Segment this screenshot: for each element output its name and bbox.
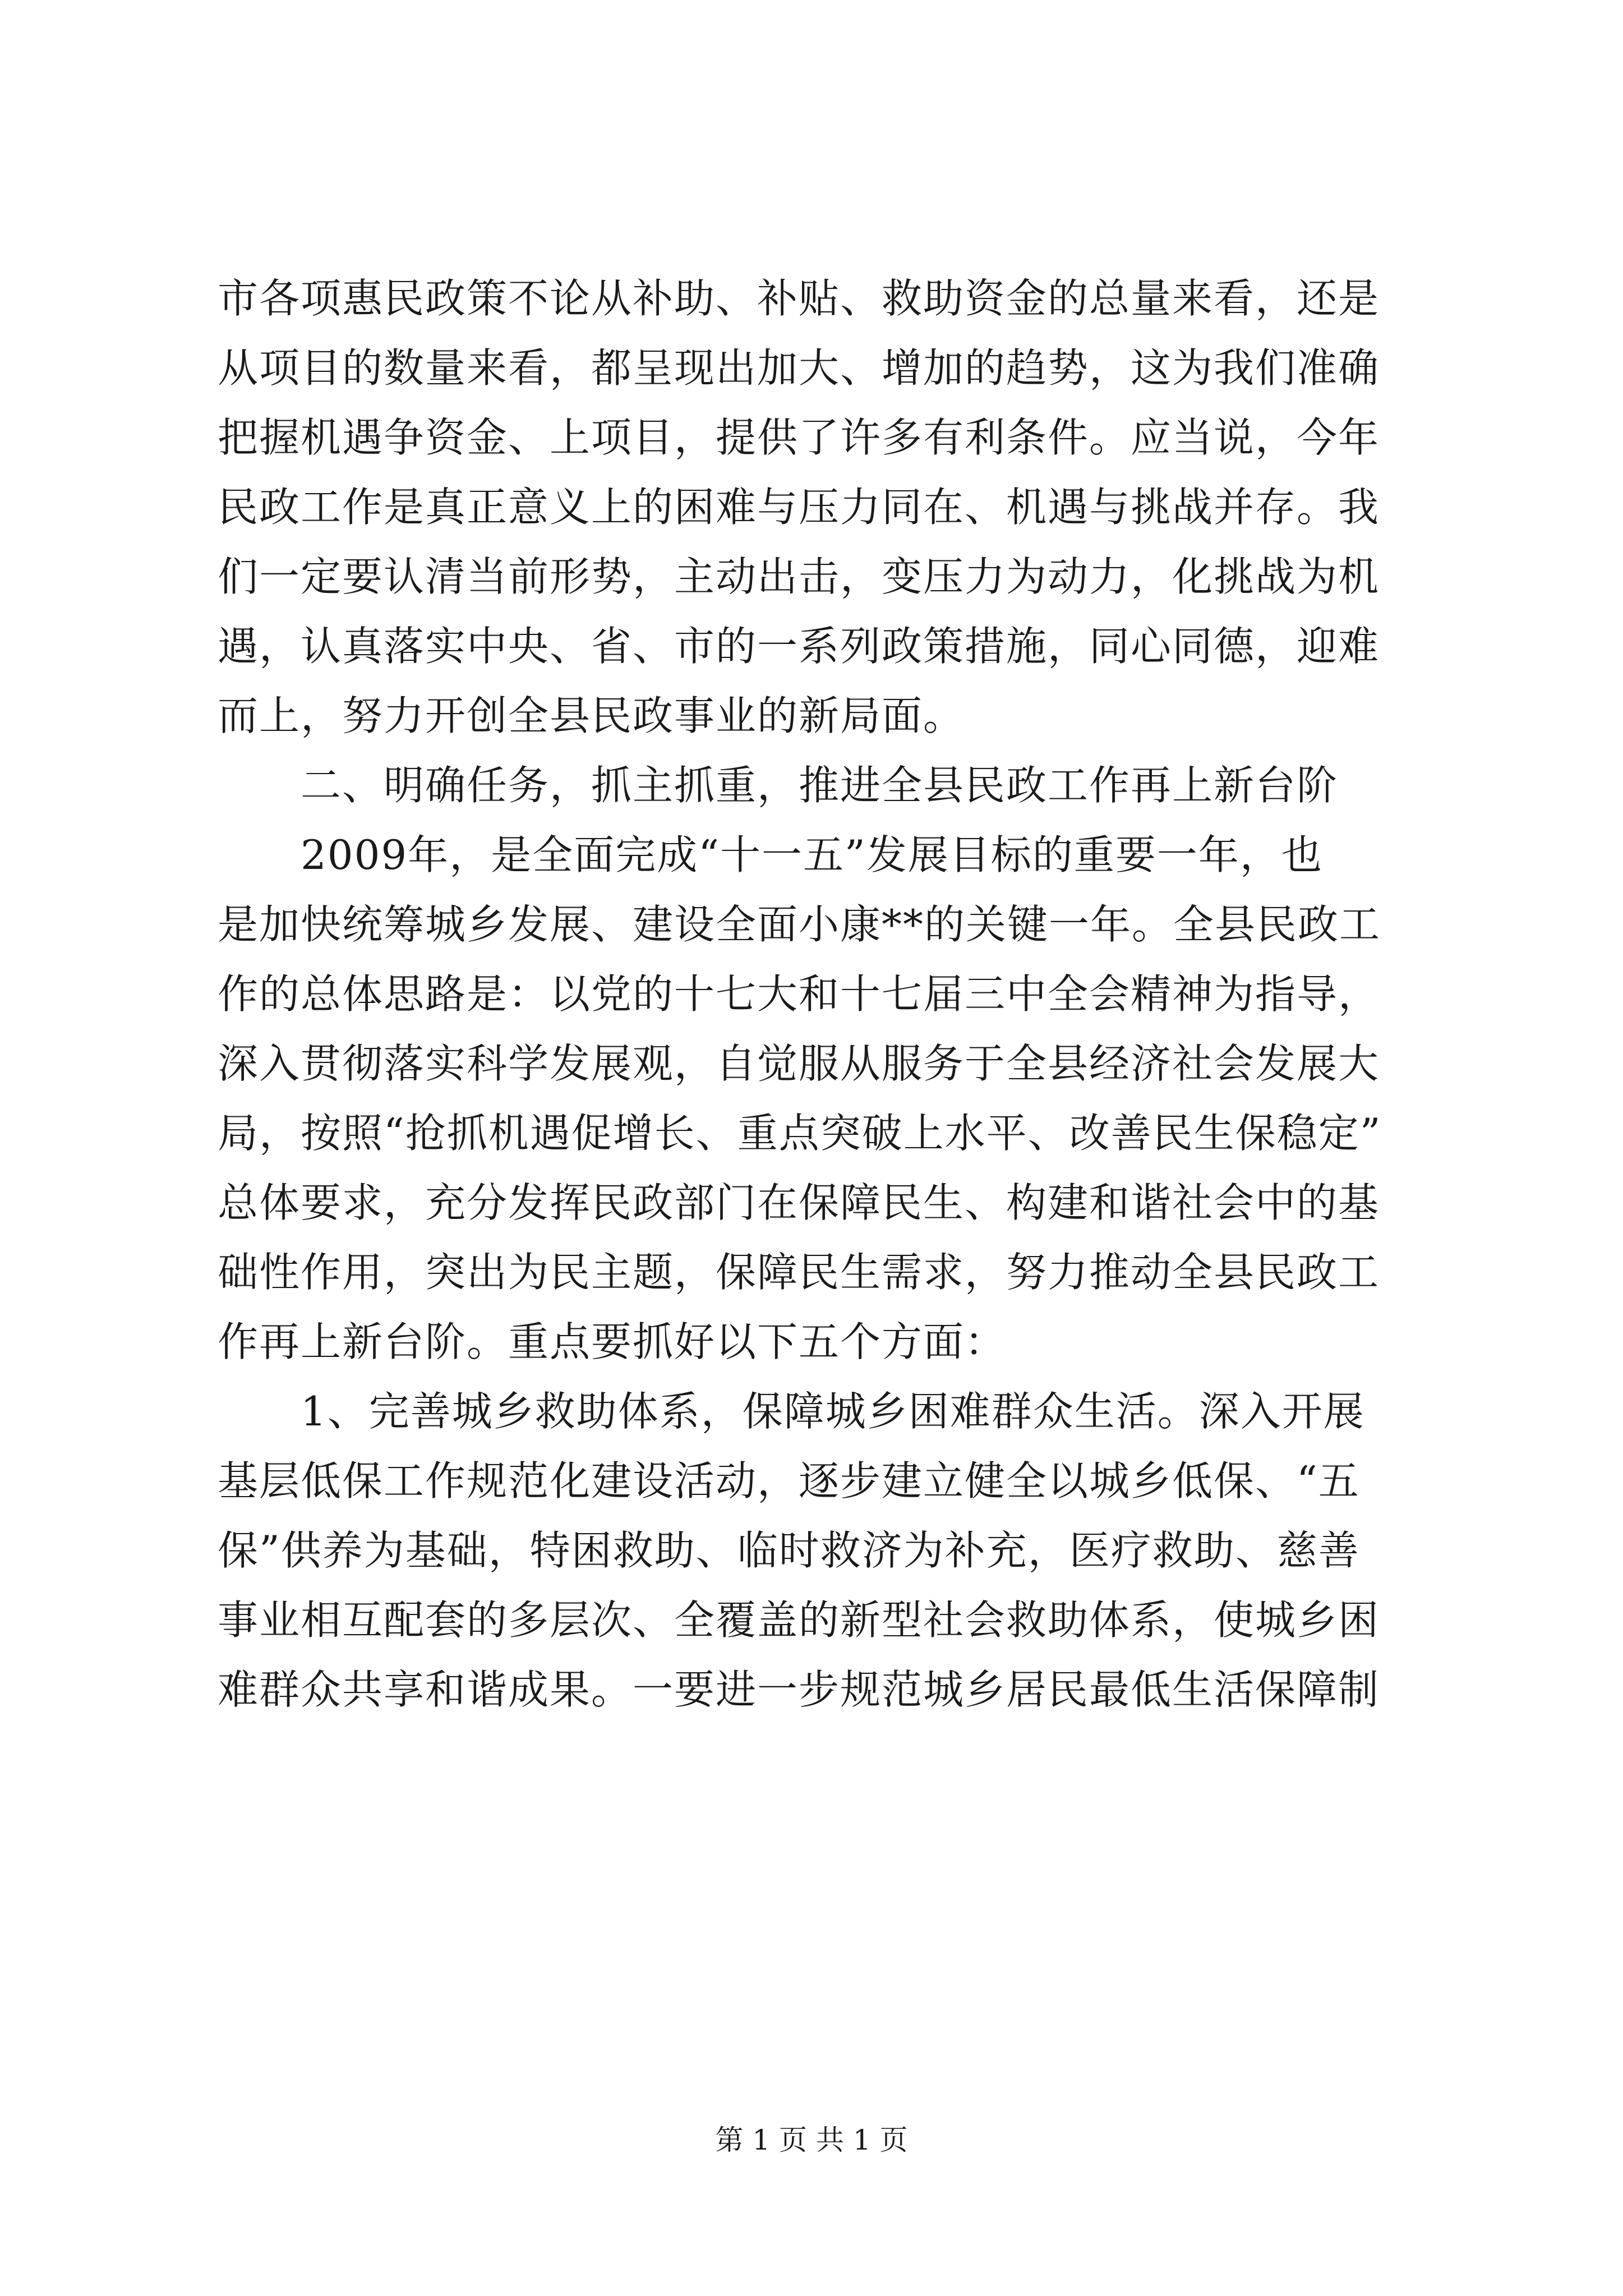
text-line-5: 们一定要认清当前形势，主动出击，变压力为动力，化挑战为机 [218,553,1380,600]
document-body [218,264,1418,1724]
text-line-9: 2009年，是全面完成“十一五”发展目标的重要一年，也 [301,831,1323,878]
text-line-14: 总体要求，充分发挥民政部门在保障民生、构建和谐社会中的基 [218,1179,1380,1226]
text-line-12: 深入贯彻落实科学发展观，自觉服从服务于全县经济社会发展大 [218,1040,1380,1087]
text-line-11: 作的总体思路是：以党的十七大和十七届三中全会精神为指导， [218,970,1380,1018]
text-line-4: 民政工作是真正意义上的困难与压力同在、机遇与挑战并存。我 [218,484,1380,531]
text-line-17: 1、完善城乡救助体系，保障城乡困难群众生活。深入开展 [301,1388,1365,1435]
text-line-13: 局，按照“抢抓机遇促增长、重点突破上水平、改善民生保稳定” [218,1110,1382,1157]
text-line-18: 基层低保工作规范化建设活动，逐步建立健全以城乡低保、“五 [218,1457,1360,1504]
text-line-2: 从项目的数量来看，都呈现出加大、增加的趋势，这为我们准确 [218,344,1380,392]
text-line-21: 难群众共享和谐成果。一要进一步规范城乡居民最低生活保障制 [218,1666,1380,1713]
text-line-15: 础性作用，突出为民主题，保障民生需求，努力推动全县民政工 [218,1249,1380,1296]
text-line-3: 把握机遇争资金、上项目，提供了许多有利条件。应当说，今年 [218,414,1380,461]
text-line-19: 保”供养为基础，特困救助、临时救济为补充，医疗救助、慈善 [218,1527,1360,1574]
section-heading: 二、明确任务，抓主抓重，推进全县民政工作再上新台阶 [301,762,1339,809]
page-number-footer: 第 1 页 共 1 页 [715,2124,908,2156]
text-line-16: 作再上新台阶。重点要抓好以下五个方面： [218,1318,1007,1365]
text-line-1: 市各项惠民政策不论从补助、补贴、救助资金的总量来看，还是 [218,275,1380,322]
text-line-6: 遇，认真落实中央、省、市的一系列政策措施，同心同德，迎难 [218,623,1380,670]
text-line-10: 是加快统筹城乡发展、建设全面小康**的关键一年。全县民政工 [218,901,1381,948]
text-line-20: 事业相互配套的多层次、全覆盖的新型社会救助体系，使城乡困 [218,1596,1380,1644]
text-line-7: 而上，努力开创全县民政事业的新局面。 [218,692,965,739]
